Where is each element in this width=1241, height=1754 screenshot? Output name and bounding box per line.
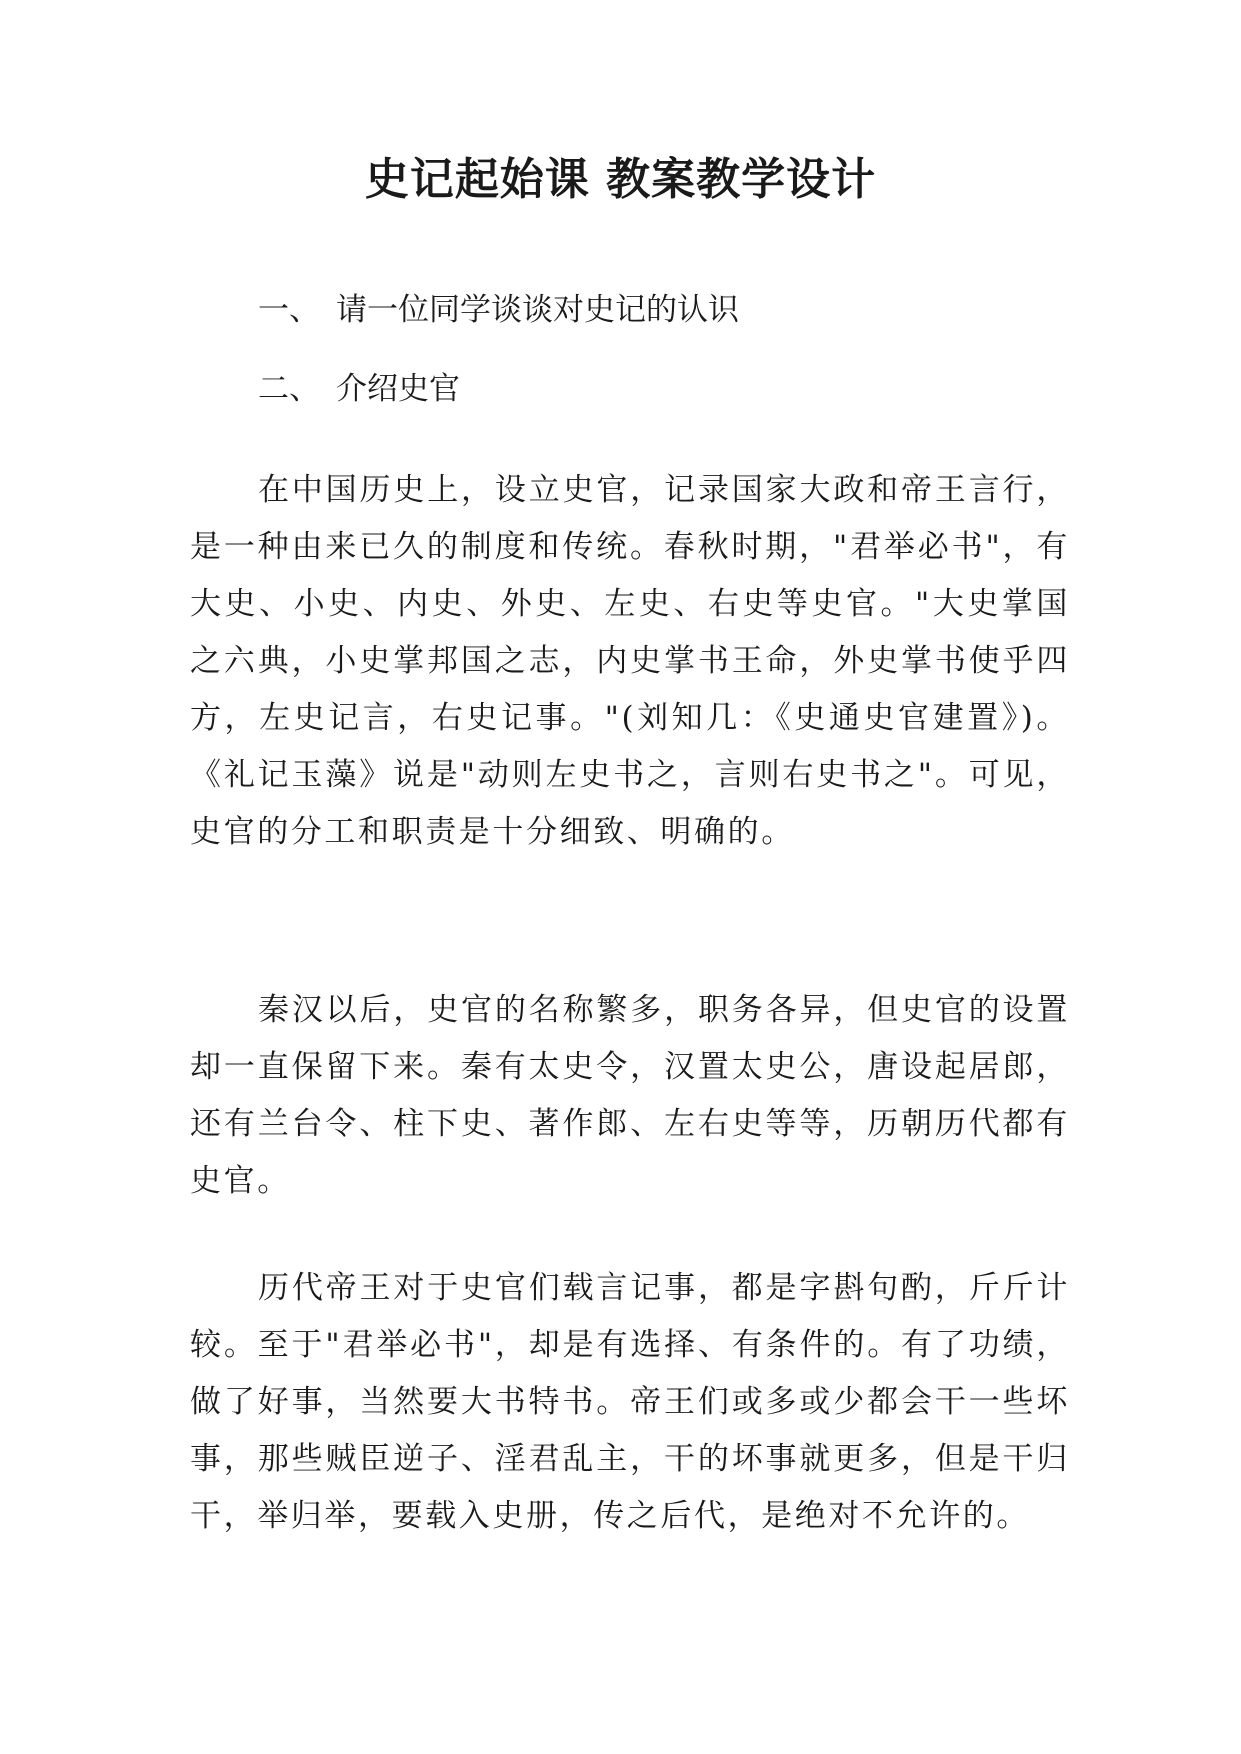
paragraph-historians-origin: 在中国历史上，设立史官，记录国家大政和帝王言行，是一种由来已久的制度和传统。春秋时期，"君举必书"，有大史、小史、内史、外史、左史、右史等史官。"大史掌国之六典，小史掌邦国之志，内史掌书王命，外史掌书使乎四方，左史记言，右史记事。"(刘知几：《史通史官建置》)。《礼记玉藻》说是"动则左史书之，言则右史书之"。可见，史官的分工和职责是十分细致、明确的。	[190, 472, 1070, 850]
section-number: 一、	[258, 292, 320, 328]
paragraph-qin-han-historians: 秦汉以后，史官的名称繁多，职务各异，但史官的设置却一直保留下来。秦有太史令，汉置太史公，唐设起居郎，还有兰台令、柱下史、著作郎、左右史等等，历朝历代都有史官。	[190, 992, 1070, 1199]
paragraph-emperors-records: 历代帝王对于史官们载言记事，都是字斟句酌，斤斤计较。至于"君举必书"，却是有选择、有条件的。有了功绩，做了好事，当然要大书特书。帝王们或多或少都会干一些坏事，那些贼臣逆子、淫君乱主，干的坏事就更多，但是干归干，举归举，要载入史册，传之后代，是绝对不允许的。	[190, 1270, 1070, 1534]
section-text: 介绍史官	[336, 371, 460, 407]
section-text: 请一位同学谈谈对史记的认识	[336, 292, 739, 328]
section-heading-1	[258, 290, 739, 330]
page-title: 史记起始课 教案教学设计	[364, 154, 877, 205]
section-heading-2	[258, 369, 460, 409]
section-number: 二、	[258, 371, 320, 407]
